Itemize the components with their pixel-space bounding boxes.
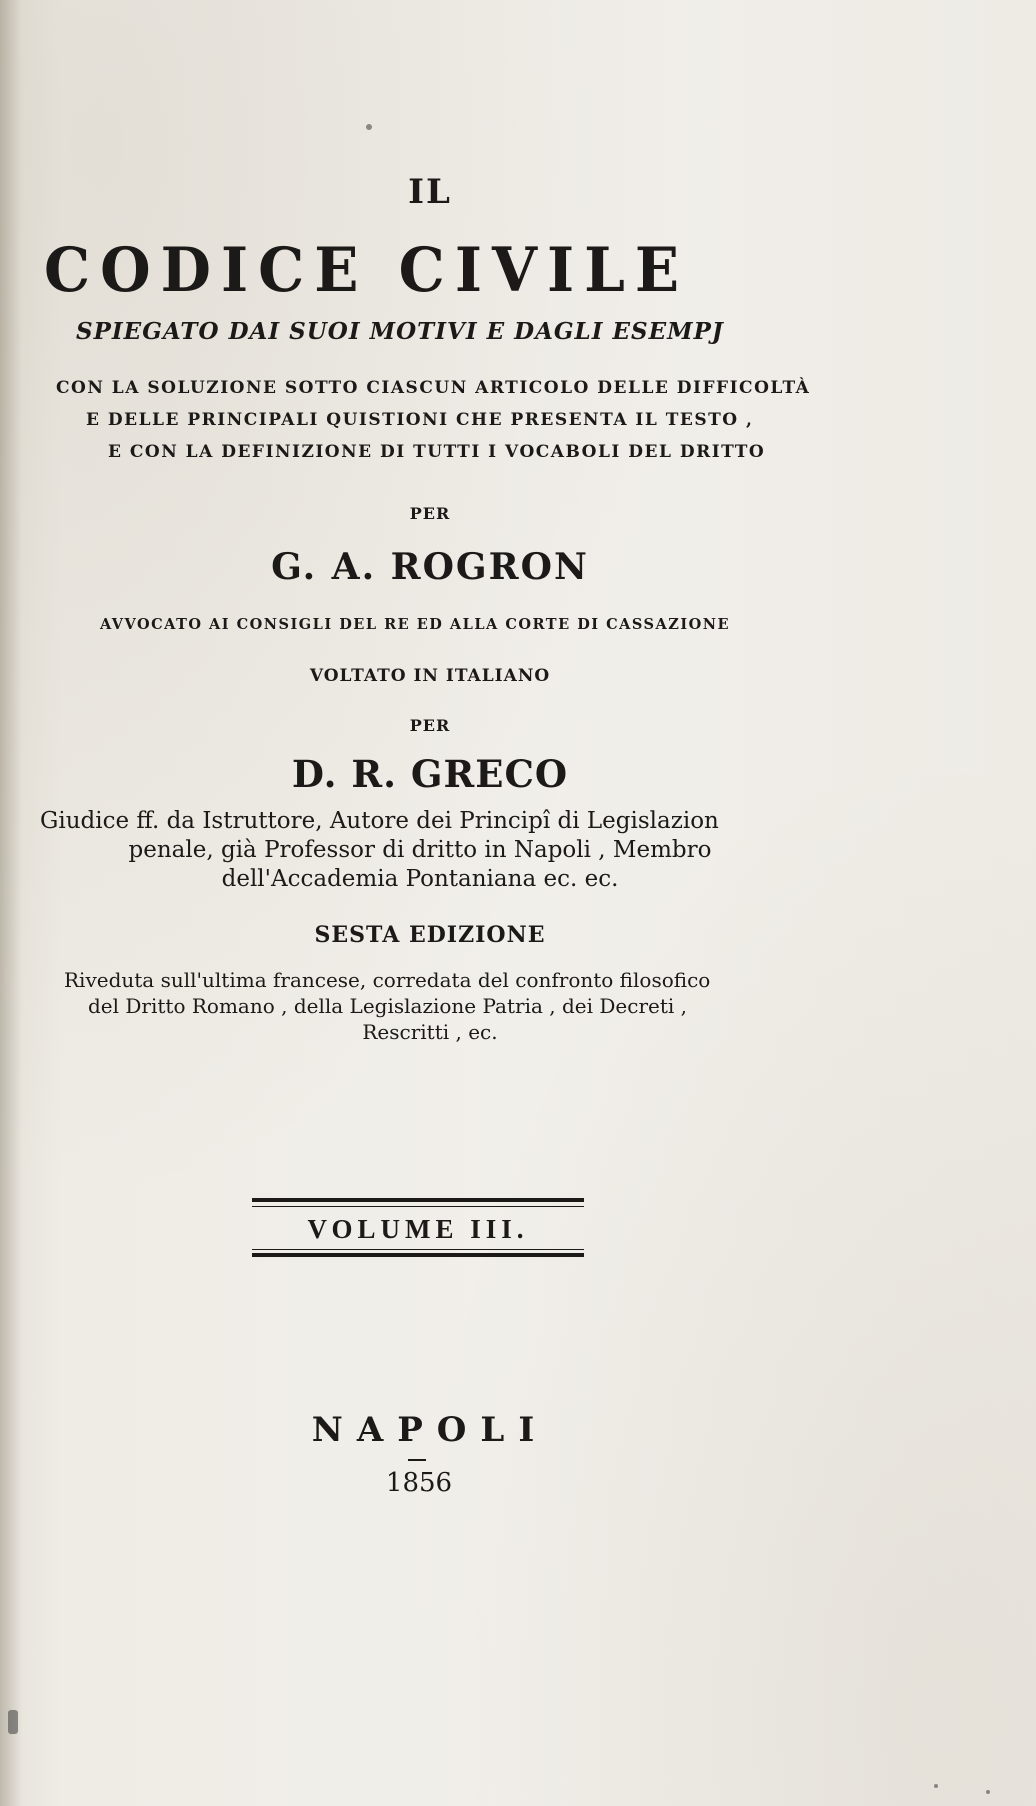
page-damage-mark	[8, 1710, 18, 1734]
volume-rule-bottom-thin	[252, 1249, 584, 1250]
description-line: CON LA SOLUZIONE SOTTO CIASCUN ARTICOLO DELLE DIFFICOLTÀ	[56, 378, 811, 398]
edition-description-line: Riveduta sull'ultima francese, corredata del confronto filosofico	[64, 968, 711, 992]
volume-label: VOLUME III.	[307, 1214, 529, 1244]
author-name: G. A. ROGRON	[271, 546, 589, 588]
translator-description-line: penale, già Professor di dritto in Napoli , Membro	[128, 837, 712, 863]
by-translator-label: PER	[409, 716, 451, 735]
edition-description-line: Rescritti , ec.	[362, 1020, 498, 1044]
book-title: CODICE CIVILE	[44, 234, 690, 306]
translator-name: D. R. GRECO	[291, 752, 569, 796]
volume-rule-top-thin	[252, 1206, 584, 1207]
ink-speck	[934, 1784, 938, 1788]
volume-rule-bottom	[252, 1253, 584, 1257]
edition-description-line: del Dritto Romano , della Legislazione Patria , dei Decreti ,	[88, 994, 687, 1018]
translated-note: VOLTATO IN ITALIANO	[309, 666, 551, 686]
ink-speck	[986, 1790, 990, 1794]
publication-year: 1856	[385, 1468, 453, 1498]
title-article: IL	[408, 172, 452, 212]
book-subtitle: SPIEGATO DAI SUOI MOTIVI E DAGLI ESEMPJ	[76, 318, 724, 345]
description-line: E DELLE PRINCIPALI QUISTIONI CHE PRESENTA IL TESTO ,	[86, 410, 754, 430]
by-author-label: PER	[409, 504, 451, 523]
edition-label: SESTA EDIZIONE	[314, 922, 546, 948]
translator-description-line: dell'Accademia Pontaniana ec. ec.	[221, 866, 619, 892]
year-dash	[408, 1459, 426, 1461]
volume-rule-top	[252, 1198, 584, 1202]
description-line: E CON LA DEFINIZIONE DI TUTTI I VOCABOLI DEL DRITTO	[108, 442, 766, 462]
author-role: AVVOCATO AI CONSIGLI DEL RE ED ALLA CORTE DI CASSAZIONE	[100, 616, 731, 633]
ink-speck	[366, 124, 372, 130]
spine-shadow	[0, 0, 22, 1806]
translator-description-line: Giudice ff. da Istruttore, Autore dei Principî di Legislazion	[40, 808, 719, 834]
publication-city: NAPOLI	[311, 1410, 549, 1450]
